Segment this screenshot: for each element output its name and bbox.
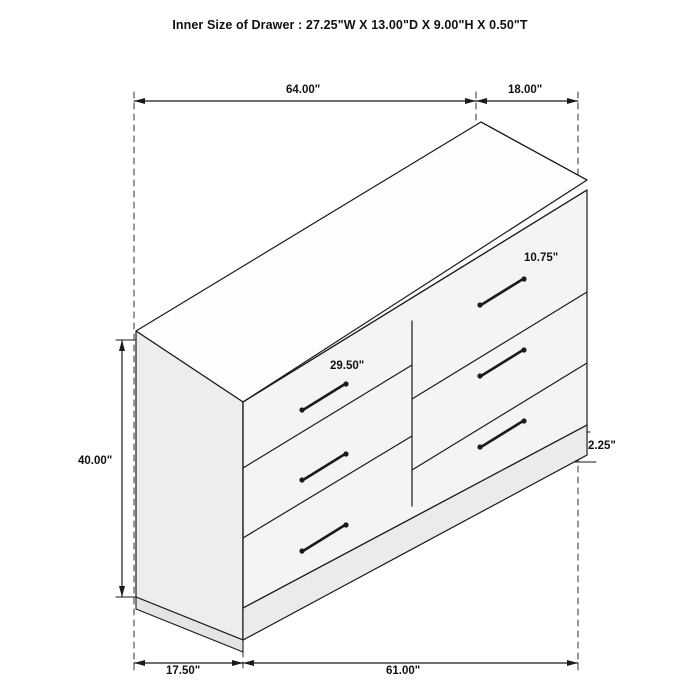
dimension-label-front-width: 61.00" <box>386 665 421 677</box>
page-title: Inner Size of Drawer : 27.25"W X 13.00"D X 9.00"H X 0.50"T <box>172 18 528 32</box>
dimension-label-base-height: 2.25" <box>588 440 616 452</box>
dimension-label-side-depth: 17.50" <box>166 665 201 677</box>
top-dimension-64 <box>134 98 476 104</box>
dimension-label-drawer-front-height: 10.75" <box>524 252 559 264</box>
dimension-label-right-section-width: 18.00" <box>508 84 543 96</box>
dimension-label-overall-width: 64.00" <box>286 84 321 96</box>
dimension-label-depth-diagonal: 29.50" <box>330 360 365 372</box>
top-dimension-18 <box>476 98 578 104</box>
dimension-label-overall-height: 40.00" <box>78 455 113 467</box>
